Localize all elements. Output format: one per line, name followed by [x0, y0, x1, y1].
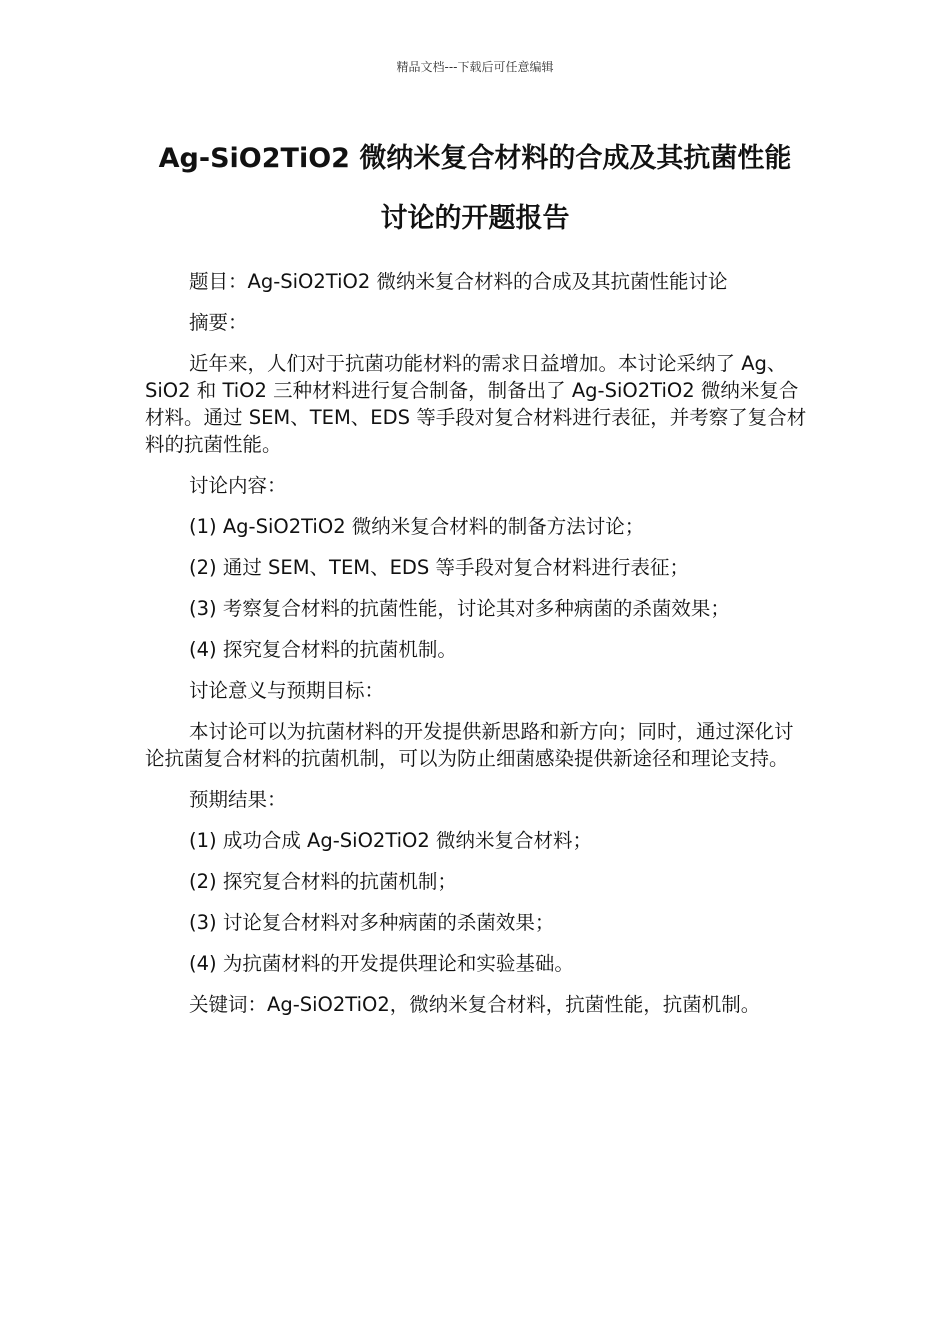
- significance-paragraph: 本讨论可以为抗菌材料的开发提供新思路和新方向；同时，通过深化讨论抗菌复合材料的抗菌机制，可以为防止细菌感染提供新途径和理论支持。: [145, 720, 794, 770]
- content-item-2: (2) 通过 SEM、TEM、EDS 等手段对复合材料进行表征；: [189, 556, 690, 579]
- result-item-2: (2) 探究复合材料的抗菌机制；: [189, 870, 457, 893]
- result-item-3: (3) 讨论复合材料对多种病菌的杀菌效果；: [189, 911, 555, 934]
- topic-paragraph: 题目：Ag-SiO2TiO2 微纳米复合材料的合成及其抗菌性能讨论: [189, 270, 728, 293]
- expected-results-heading: 预期结果：: [189, 788, 287, 811]
- keywords-paragraph: 关键词：Ag-SiO2TiO2，微纳米复合材料，抗菌性能，抗菌机制。: [189, 993, 761, 1016]
- significance-heading: 讨论意义与预期目标：: [189, 679, 385, 702]
- content-item-3: (3) 考察复合材料的抗菌性能，讨论其对多种病菌的杀菌效果；: [189, 597, 730, 620]
- content-item-4: (4) 探究复合材料的抗菌机制。: [189, 638, 457, 661]
- document-body: [145, 268, 810, 1032]
- document-title-line-1: Ag-SiO2TiO2 微纳米复合材料的合成及其抗菌性能: [158, 143, 792, 174]
- abstract-paragraph: 近年来，人们对于抗菌功能材料的需求日益增加。本讨论采纳了 Ag、SiO2 和 TiO2 三种材料进行复合制备，制备出了 Ag-SiO2TiO2 微纳米复合材料。通过 SEM、TEM、EDS 等手段对复合材料进行表征，并考察了复合材料的抗菌性能。: [145, 352, 807, 456]
- content-item-1: (1) Ag-SiO2TiO2 微纳米复合材料的制备方法讨论；: [189, 515, 645, 538]
- header-note: 精品文档---下载后可任意编辑: [396, 60, 554, 74]
- document-title-line-2: 讨论的开题报告: [380, 203, 570, 234]
- result-item-1: (1) 成功合成 Ag-SiO2TiO2 微纳米复合材料；: [189, 829, 593, 852]
- result-item-4: (4) 为抗菌材料的开发提供理论和实验基础。: [189, 952, 574, 975]
- content-heading: 讨论内容：: [189, 474, 287, 497]
- abstract-heading: 摘要：: [189, 311, 248, 334]
